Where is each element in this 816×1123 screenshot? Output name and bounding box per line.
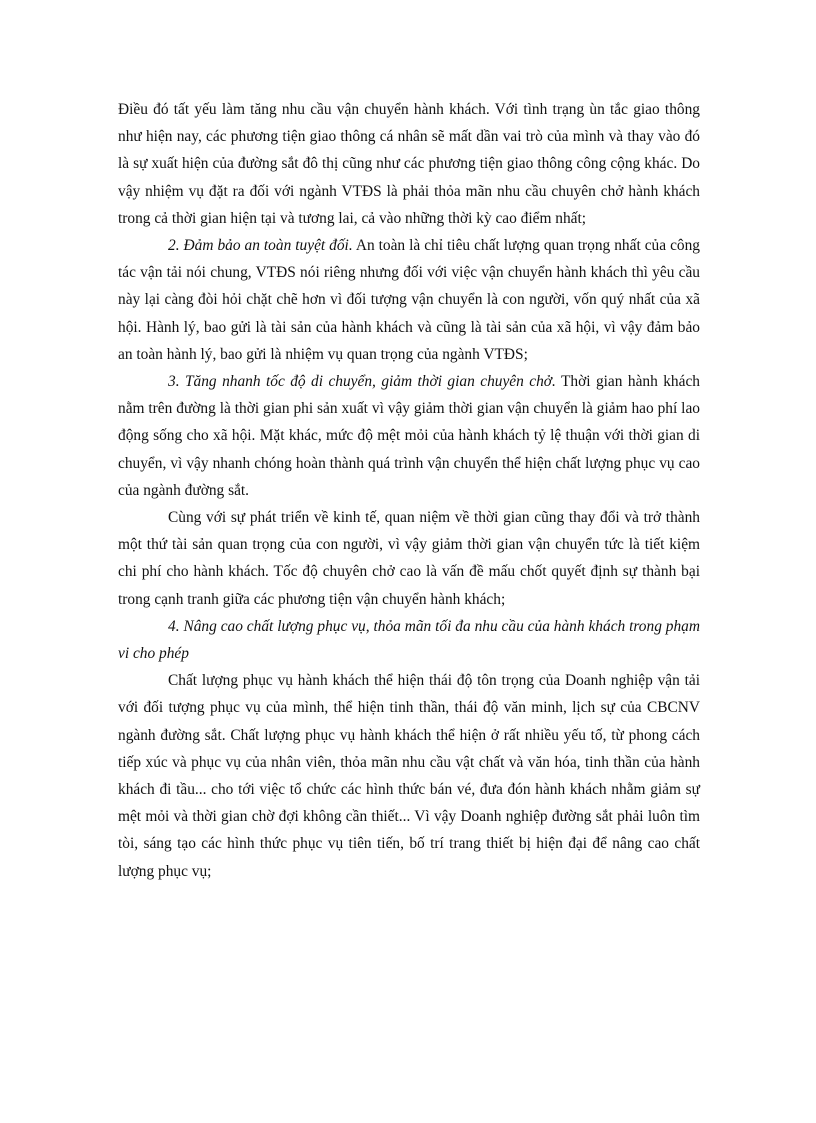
paragraph-quality-heading [118, 613, 700, 667]
paragraph-speed [118, 368, 700, 504]
paragraph-intro [118, 96, 700, 232]
paragraph-text: An toàn là chỉ tiêu chất lượng quan trọng nhất của công tác vận tải nói chung, VTĐS nói riêng nhưng đối với việc vận chuyển hành khách thì yêu cầu này lại càng đòi hỏi chặt chẽ hơn vì đối tượng vận chuyển là con người, vốn quý nhất của xã hội. Hành lý, bao gửi là tài sản của hành khách và cũng là tài sản của xã hội, vì vậy đảm bảo an toàn hành lý, bao gửi là nhiệm vụ quan trọng của ngành VTĐS; [118, 237, 700, 363]
document-page [118, 96, 700, 885]
paragraph-text: Thời gian hành khách nằm trên đường là thời gian phi sản xuất vì vậy giảm thời gian vận chuyển là giảm hao phí lao động sống cho xã hội. Mặt khác, mức độ mệt mỏi của hành khách tỷ lệ thuận với thời gian di chuyển, vì vậy nhanh chóng hoàn thành quá trình vận chuyển thể hiện chất lượng phục vụ cao của ngành đường sắt. [118, 373, 700, 499]
paragraph-quality [118, 667, 700, 885]
paragraph-time-value [118, 504, 700, 613]
paragraph-heading: 4. Nâng cao chất lượng phục vụ, thỏa mãn tối đa nhu cầu của hành khách trong phạm vi cho phép [118, 617, 700, 663]
paragraph-text: Cùng với sự phát triển về kinh tế, quan niệm về thời gian cũng thay đổi và trở thành một thứ tài sản quan trọng của con người, vì vậy giảm thời gian vận chuyển tức là tiết kiệm chi phí cho hành khách. Tốc độ chuyên chở cao là vấn đề mấu chốt quyết định sự thành bại trong cạnh tranh giữa các phương tiện vận chuyển hành khách; [118, 509, 700, 608]
paragraph-text: Chất lượng phục vụ hành khách thể hiện thái độ tôn trọng của Doanh nghiệp vận tải với đối tượng phục vụ của mình, thể hiện tinh thần, thái độ văn minh, lịch sự của CBCNV ngành đường sắt. Chất lượng phục vụ hành khách thể hiện ở rất nhiều yếu tố, từ phong cách tiếp xúc và phục vụ của nhân viên, thỏa mãn nhu cầu vật chất và văn hóa, tinh thần của hành khách đi tầu... cho tới việc tổ chức các hình thức bán vé, đưa đón hành khách nhằm giảm sự mệt mỏi và thời gian chờ đợi không cần thiết... Vì vậy Doanh nghiệp đường sắt phải luôn tìm tòi, sáng tạo các hình thức phục vụ tiên tiến, bố trí trang thiết bị hiện đại để nâng cao chất lượng phục vụ; [118, 672, 700, 880]
paragraph-text: Điều đó tất yếu làm tăng nhu cầu vận chuyển hành khách. Với tình trạng ùn tắc giao thông như hiện nay, các phương tiện giao thông cá nhân sẽ mất dần vai trò của mình và thay vào đó là sự xuất hiện của đường sắt đô thị cũng như các phương tiện giao thông công cộng khác. Do vậy nhiệm vụ đặt ra đối với ngành VTĐS là phải thỏa mãn nhu cầu chuyên chở hành khách trong cả thời gian hiện tại và tương lai, cả vào những thời kỳ cao điểm nhất; [118, 101, 700, 227]
paragraph-safety [118, 232, 700, 368]
paragraph-heading: 2. Đảm bảo an toàn tuyệt đối. [168, 237, 353, 255]
paragraph-heading: 3. Tăng nhanh tốc độ di chuyển, giảm thời gian chuyên chở. [168, 373, 556, 391]
